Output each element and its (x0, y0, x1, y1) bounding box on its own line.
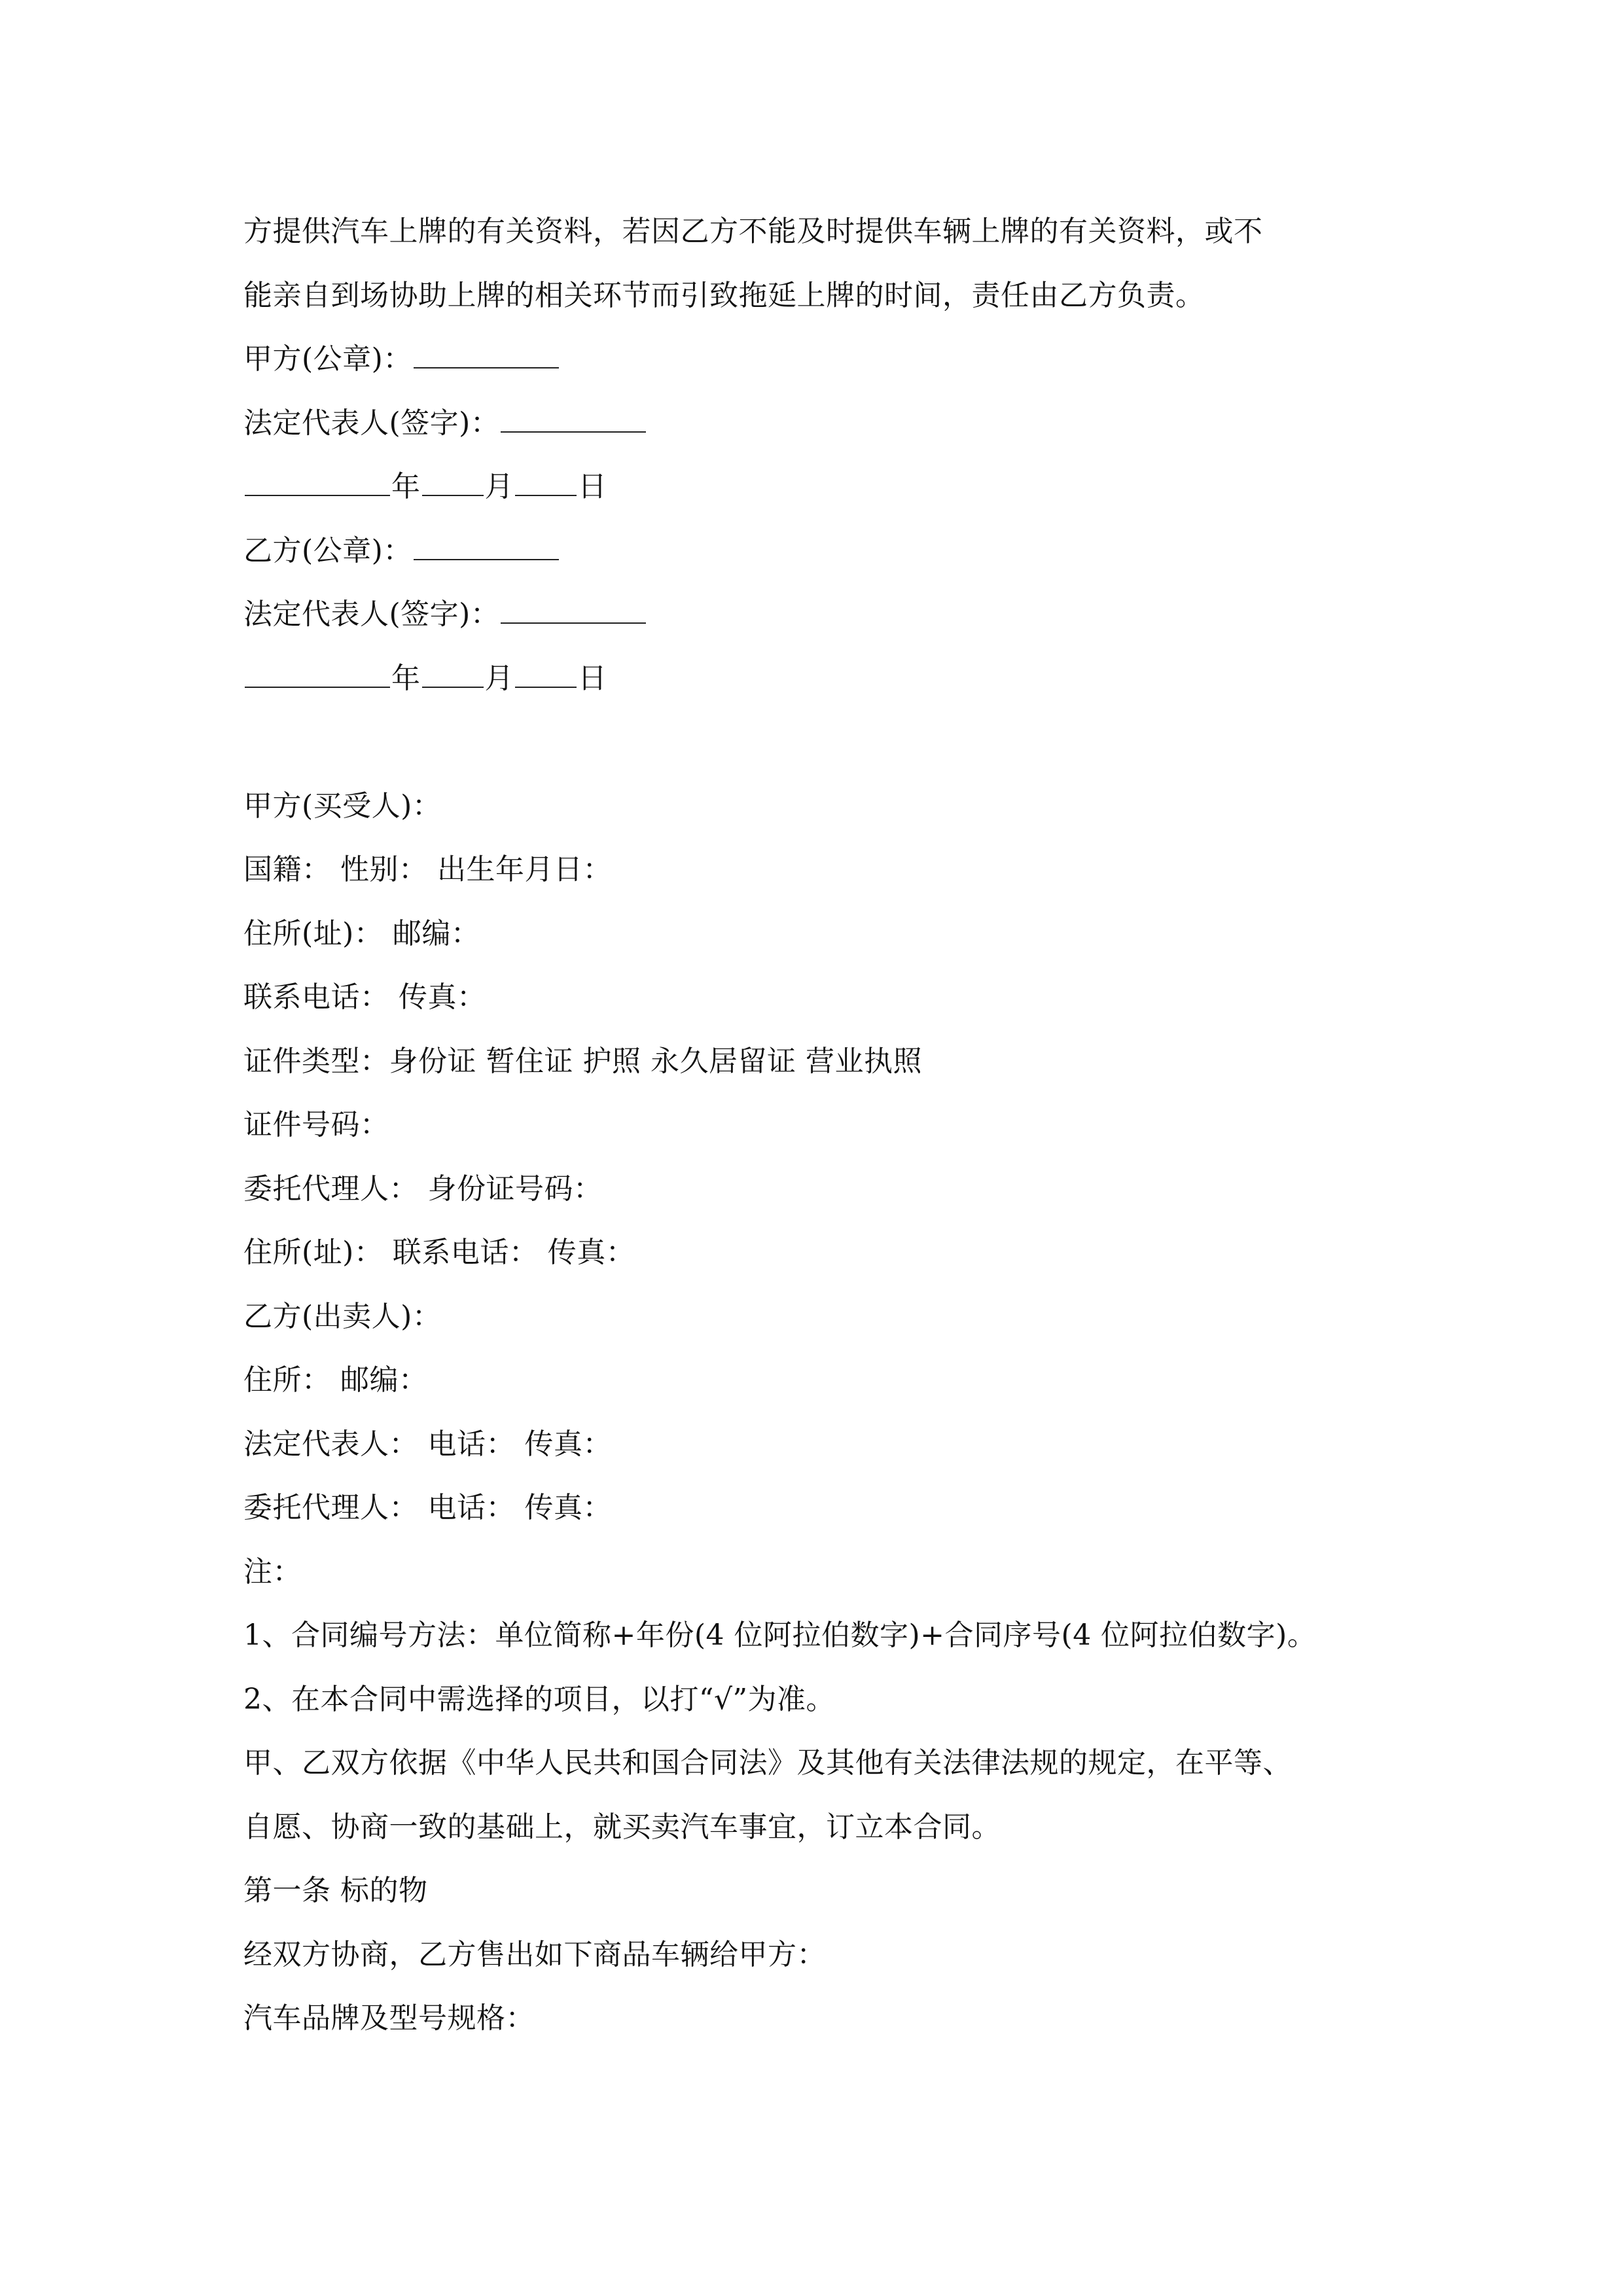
preamble-line: 甲、乙双方依据《中华人民共和国合同法》及其他有关法律法规的规定，在平等、 (243, 1746, 1292, 1780)
signature-party-b-seal (243, 519, 1395, 583)
form-line: 证件类型：身份证 暂住证 护照 永久居留证 营业执照 (243, 1044, 922, 1078)
paragraph-line: 能亲自到场协助上牌的相关环节而引致拖延上牌的时间，责任由乙方负责。 (243, 278, 1205, 312)
form-line: 汽车品牌及型号规格： (243, 2001, 535, 2035)
month-label: 月 (484, 661, 514, 695)
signature-blank (501, 596, 646, 624)
signature-party-b-date (243, 647, 1395, 711)
party-a-heading: 甲方(买受人)： (243, 789, 442, 823)
party-b-heading: 乙方(出卖人)： (243, 1299, 442, 1333)
year-blank (245, 660, 390, 688)
preamble-line: 自愿、协商一致的基础上，就买卖汽车事宜，订立本合同。 (243, 1810, 1001, 1844)
form-line: 证件号码： (243, 1108, 389, 1141)
label: 甲方(公章)： (243, 342, 412, 376)
day-label: 日 (578, 661, 607, 695)
form-line: 住所(址)： 邮编： (243, 916, 480, 950)
month-label: 月 (484, 470, 514, 503)
form-line: 委托代理人： 电话： 传真： (243, 1491, 612, 1524)
signature-party-b-representative (243, 583, 1395, 647)
label: 乙方(公章)： (243, 533, 412, 567)
form-line: 联系电话： 传真： (243, 980, 486, 1014)
note-item: 1、合同编号方法：单位简称+年份(4 位阿拉伯数字)+合同序号(4 位阿拉伯数字)。 (243, 1619, 1317, 1652)
label: 法定代表人(签字)： (243, 598, 500, 631)
note-heading: 注： (243, 1554, 302, 1588)
form-line: 住所： 邮编： (243, 1363, 428, 1397)
signature-blank (414, 533, 559, 560)
signature-party-a-representative (243, 391, 1395, 456)
year-blank (245, 469, 390, 496)
year-label: 年 (391, 661, 421, 695)
article-heading: 第一条 标的物 (243, 1874, 428, 1907)
form-line: 国籍： 性别： 出生年月日： (243, 853, 612, 886)
day-blank (515, 660, 577, 688)
month-blank (422, 469, 484, 496)
day-label: 日 (578, 470, 607, 503)
label: 法定代表人(签字)： (243, 406, 500, 440)
signature-party-a-seal (243, 327, 1395, 391)
signature-party-a-date (243, 455, 1395, 519)
note-item: 2、在本合同中需选择的项目，以打“√”为准。 (243, 1682, 836, 1716)
section-gap (243, 710, 1395, 774)
form-line: 委托代理人： 身份证号码： (243, 1172, 603, 1206)
signature-blank (501, 405, 646, 433)
paragraph-line: 经双方协商，乙方售出如下商品车辆给甲方： (243, 1937, 826, 1971)
month-blank (422, 660, 484, 688)
day-blank (515, 469, 577, 496)
signature-blank (414, 341, 559, 368)
year-label: 年 (391, 470, 421, 503)
form-line: 住所(址)： 联系电话： 传真： (243, 1236, 635, 1269)
paragraph-line: 方提供汽车上牌的有关资料，若因乙方不能及时提供车辆上牌的有关资料，或不 (243, 215, 1263, 248)
document-body (243, 200, 1395, 2051)
form-line: 法定代表人： 电话： 传真： (243, 1427, 612, 1461)
